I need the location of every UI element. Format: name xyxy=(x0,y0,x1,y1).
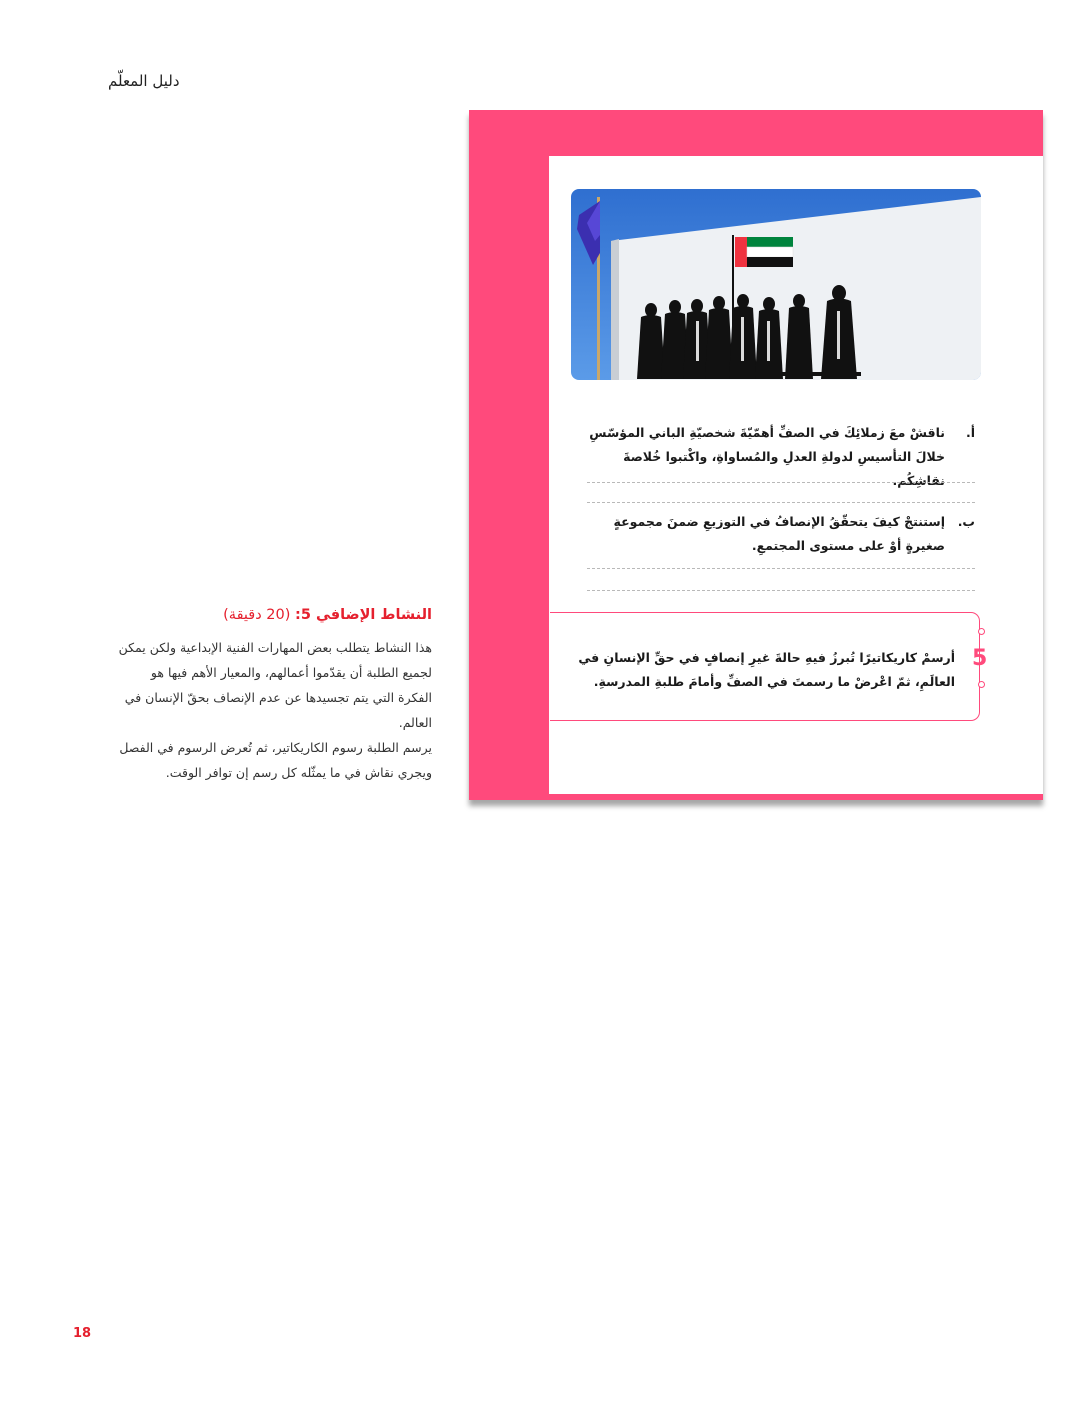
extra-activity-heading xyxy=(118,607,432,623)
answer-line[interactable] xyxy=(587,482,975,483)
extra-activity-title: النشاط الإضافي 5: xyxy=(295,607,432,623)
answer-line[interactable] xyxy=(587,568,975,569)
activity-5-text: أرسمْ كاريكاتيرًا تُبرزُ فيهِ حالةَ غيرِ إنصافٍ في حقِّ الإنسانِ في العالَمِ، ثمّ اعْرضْ ما رسمتَ في الصفِّ وأمامَ طلبةِ المدرسةِ. xyxy=(578,650,955,689)
box-connector-dot xyxy=(978,628,985,635)
question-b-letter: ب. xyxy=(957,514,975,529)
question-a-letter: أ. xyxy=(965,425,975,440)
answer-line[interactable] xyxy=(587,590,975,591)
extra-activity-body xyxy=(118,635,432,785)
page-number: 18 xyxy=(73,1326,92,1341)
question-b xyxy=(570,510,975,558)
activity-5-number: 5 xyxy=(972,646,988,671)
guide-title: دليل المعلّم xyxy=(108,72,180,90)
question-a-text: ناقشْ معَ زملائِكَ في الصفِّ أهمّيّةَ شخصيّةِ الباني المؤسّسِ خلالَ التأسيسِ لدولةِ العدلِ والمُساواةِ، واكْتبوا خُلاصةَ نقاشِكُم. xyxy=(589,425,945,488)
extra-activity-duration: (20 دقيقة) xyxy=(223,607,291,623)
answer-line[interactable] xyxy=(587,502,975,503)
extra-activity-paragraph: هذا النشاط يتطلب بعض المهارات الفنية الإبداعية ولكن يمكن لجميع الطلبة أن يقدّموا أعمالهم، والمعيار الأهم فيها هو الفكرة التي يتم تجسيدها عن عدم الإنصاف بحقّ الإنسان في العالم. xyxy=(118,640,432,730)
founders-mural-photo xyxy=(571,189,981,380)
box-connector-dot xyxy=(978,681,985,688)
extra-activity-section xyxy=(118,607,432,785)
question-b-text: إستنتجْ كيفَ يتحقّقُ الإنصافُ في التوزيعِ ضمنَ مجموعةٍ صغيرةٍ أوْ على مستوى المجتمعِ. xyxy=(613,514,945,553)
extra-activity-paragraph: يرسم الطلبة رسوم الكاريكاتير، ثم تُعرض الرسوم في الفصل ويجري نقاش في ما يمثّله كل رسم إن توافر الوقت. xyxy=(119,740,432,780)
